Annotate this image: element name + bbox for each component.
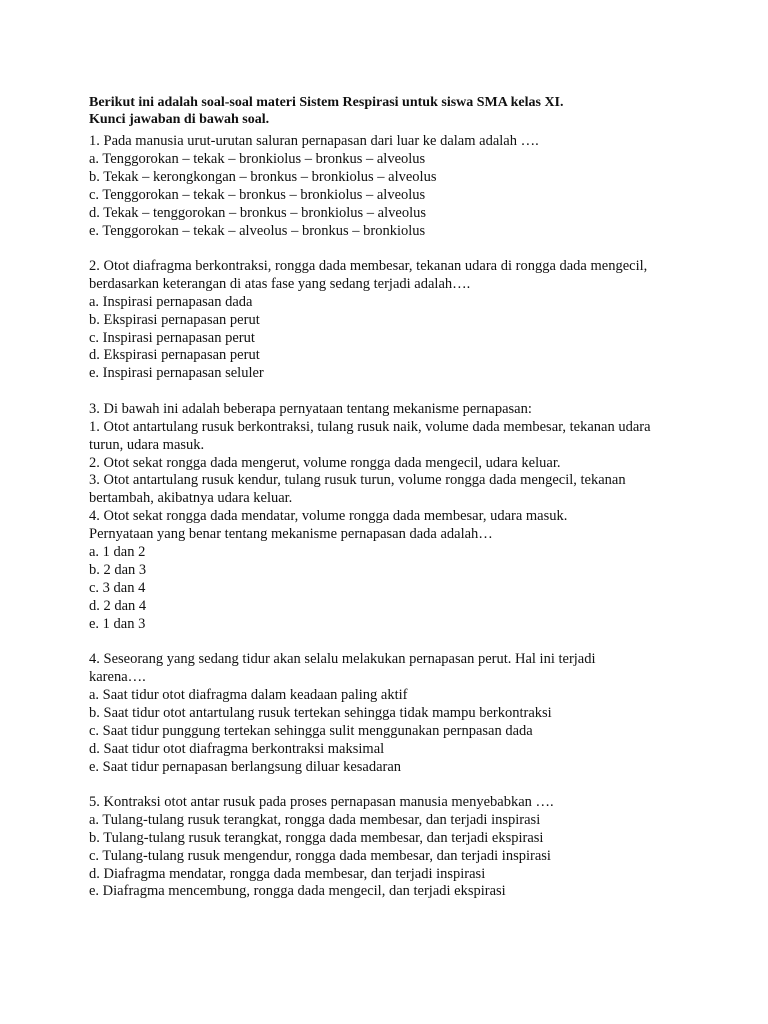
answer-option-e: e. 1 dan 3 — [89, 615, 146, 632]
question-text-line: 1. Otot antartulang rusuk berkontraksi, tulang rusuk naik, volume dada membesar, tekanan udara — [89, 418, 651, 435]
answer-option-d: d. Tekak – tenggorokan – bronkus – bronkiolus – alveolus — [89, 204, 427, 221]
question-text-line: 2. Otot diafragma berkontraksi, rongga dada membesar, tekanan udara di rongga dada mengecil, — [89, 257, 648, 274]
answer-option-e: e. Diafragma mencembung, rongga dada mengecil, dan terjadi ekspirasi — [89, 883, 506, 900]
intro-line-1: Berikut ini adalah soal-soal materi Sistem Respirasi untuk siswa SMA kelas XI. — [89, 95, 564, 110]
question-4 — [89, 651, 749, 776]
answer-option-e: e. Inspirasi pernapasan seluler — [89, 365, 264, 382]
question-text-line: turun, udara masuk. — [89, 436, 205, 453]
answer-option-b: b. Ekspirasi pernapasan perut — [89, 311, 260, 328]
question-list — [89, 133, 749, 901]
answer-option-c: c. 3 dan 4 — [89, 579, 146, 596]
answer-option-a: a. Saat tidur otot diafragma dalam keadaan paling aktif — [89, 686, 408, 703]
answer-option-a: a. Inspirasi pernapasan dada — [89, 293, 253, 310]
answer-option-d: d. 2 dan 4 — [89, 597, 147, 614]
answer-option-a: a. Tenggorokan – tekak – bronkiolus – bronkus – alveolus — [89, 150, 426, 167]
answer-option-e: e. Saat tidur pernapasan berlangsung diluar kesadaran — [89, 758, 402, 775]
answer-option-d: d. Diafragma mendatar, rongga dada membesar, dan terjadi inspirasi — [89, 865, 486, 882]
answer-option-b: b. Saat tidur otot antartulang rusuk tertekan sehingga tidak mampu berkontraksi — [89, 704, 552, 721]
answer-option-a: a. 1 dan 2 — [89, 544, 146, 561]
answer-option-e: e. Tenggorokan – tekak – alveolus – bronkus – bronkiolus — [89, 222, 426, 239]
document-page — [89, 94, 749, 919]
answer-option-c: c. Tenggorokan – tekak – bronkus – bronkiolus – alveolus — [89, 186, 426, 203]
question-5 — [89, 794, 749, 901]
question-text-line: Pernyataan yang benar tentang mekanisme pernapasan dada adalah… — [89, 526, 493, 543]
question-text-line: 3. Otot antartulang rusuk kendur, tulang rusuk turun, volume rongga dada mengecil, tekanan — [89, 472, 626, 489]
answer-option-d: d. Ekspirasi pernapasan perut — [89, 347, 260, 364]
question-text-line: 3. Di bawah ini adalah beberapa pernyataan tentang mekanisme pernapasan: — [89, 400, 532, 417]
answer-option-c: c. Inspirasi pernapasan perut — [89, 329, 255, 346]
question-text-line: 5. Kontraksi otot antar rusuk pada proses pernapasan manusia menyebabkan …. — [89, 793, 554, 810]
question-text-line: karena…. — [89, 668, 146, 685]
question-text-line: bertambah, akibatnya udara keluar. — [89, 490, 293, 507]
question-3 — [89, 401, 749, 634]
answer-option-b: b. Tekak – kerongkongan – bronkus – bronkiolus – alveolus — [89, 168, 437, 185]
question-text-line: 1. Pada manusia urut-urutan saluran pernapasan dari luar ke dalam adalah …. — [89, 133, 539, 149]
intro-heading — [89, 94, 749, 128]
answer-option-b: b. Tulang-tulang rusuk terangkat, rongga dada membesar, dan terjadi ekspirasi — [89, 829, 544, 846]
question-text-line: 4. Seseorang yang sedang tidur akan selalu melakukan pernapasan perut. Hal ini terjadi — [89, 651, 596, 668]
answer-option-d: d. Saat tidur otot diafragma berkontraksi maksimal — [89, 740, 385, 757]
answer-option-a: a. Tulang-tulang rusuk terangkat, rongga dada membesar, dan terjadi inspirasi — [89, 811, 541, 828]
question-1 — [89, 133, 749, 240]
question-text-line: berdasarkan keterangan di atas fase yang sedang terjadi adalah…. — [89, 275, 471, 292]
question-text-line: 4. Otot sekat rongga dada mendatar, volume rongga dada membesar, udara masuk. — [89, 508, 568, 525]
answer-option-b: b. 2 dan 3 — [89, 561, 147, 578]
answer-option-c: c. Saat tidur punggung tertekan sehingga sulit menggunakan pernpasan dada — [89, 722, 533, 739]
question-2 — [89, 258, 749, 383]
answer-option-c: c. Tulang-tulang rusuk mengendur, rongga dada membesar, dan terjadi inspirasi — [89, 847, 551, 864]
intro-line-2: Kunci jawaban di bawah soal. — [89, 112, 270, 127]
question-text-line: 2. Otot sekat rongga dada mengerut, volume rongga dada mengecil, udara keluar. — [89, 454, 561, 471]
